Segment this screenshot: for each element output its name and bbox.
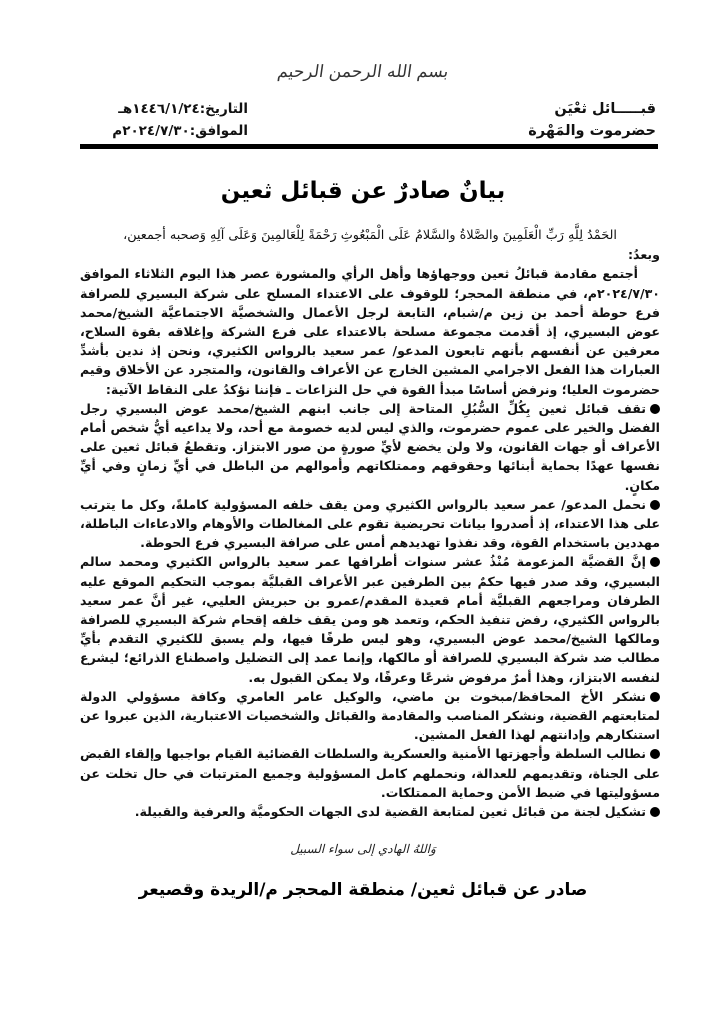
bullet-icon: [650, 500, 660, 510]
bullet-icon: [650, 404, 660, 414]
point-text: تقف قبائل ثعين بِكُلِّ السُّبُلِ المتاحة إلى جانب ابنهم الشيخ/محمد عوض البسيري رجل الفضل والخير على عموم حضرموت، والذي ليس لديه خصومة مع أحد، ولا يداعيه أيُّ شخص أمام الأعراف أو جهات القانون، ولا ولن يخضع لأيِّ صورةٍ من صور الابتزاز. وتقطعُ قبائل ثعين على نفسها عهدًا بحماية أبنائها وحقوقهم وممتلكاتهم وأموالهم من الباطل في أيِّ زمانٍ وفي أيِّ مكانٍ.: [80, 400, 660, 493]
point-text: تشكيل لجنة من قبائل ثعين لمتابعة القضية لدى الجهات الحكوميَّة والعرفية والقبيلة.: [134, 804, 646, 820]
issuer-signature-line: صادر عن قبائل ثعين/ منطقة المحجر م/الريدة وقصيعر: [138, 880, 588, 900]
date-gregorian: [88, 120, 248, 142]
statement-body: [80, 226, 660, 821]
point-item: [80, 495, 660, 553]
praise-line: الحَمْدُ لِلَّهِ رَبِّ الْعَلَمِينَ والصَّلاةُ والسَّلامُ عَلَى الْمَبْعُوثِ رَحْمَةً لِلْعَالمِينَ وَعَلَى آلِهِ وَصحبه أجمعين،: [123, 228, 617, 243]
intro-paragraph: أجتمع مقادمة قبائلُ ثعين ووجهاؤها وأهل الرأي والمشورة عصر هذا اليوم الثلاثاء الموافق ٢٠٢٤/٧/٣٠م، في منطقة المحجر؛ للوقوف على الاعتداء المسلح على شركة البسيري للصرافة فرع حوطة أحمد بن زين م/شبام، التابعة لرجل الأعمال والشخصيَّة الاجتماعيَّة الشيخ/محمد عوض البسيري، إذ أقدمت مجموعة مسلحة بالاعتداء على فرع الشركة وإغلاقه بقوة السلاح، معرفين عن أنفسهم بأنهم تابعون المدعو/ عمر سعيد بالرواس الكثيري، ونحن إذ ندين بأشدِّ العبارات هذا الفعل الاجرامي المشين الخارج عن الأعراف والقانون، والمتجرد عن الأخلاق وقيم حضرموت العليا؛ ونرفض أساسًا مبدأ القوة في حل النزاعات ـ فإننا نؤكدُ على النقاط الآتية:: [80, 266, 660, 397]
wabaad-line: وبعدُ:: [628, 247, 660, 263]
point-item: [80, 687, 660, 745]
bullet-icon: [650, 692, 660, 702]
date-hijri-label: التاريخ:: [199, 101, 248, 117]
letterhead-dates: [88, 98, 248, 142]
bullet-icon: [650, 807, 660, 817]
org-name: قبـــــائل ثعْيَن: [554, 101, 656, 117]
org-region: حضرموت والمَهْرة: [528, 123, 656, 139]
basmala-calligraphy: بسم الله الرحمن الرحيم: [276, 62, 450, 82]
date-hijri: [88, 98, 248, 120]
closing-calligraphy: وَاللهُ الهادي إلى سواء السبيل: [290, 842, 436, 856]
point-item: [80, 399, 660, 495]
point-text: نحمل المدعو/ عمر سعيد بالرواس الكثيري ومن يقف خلفه المسؤولية كاملةً، وكل ما يترتب على هذا الاعتداء، إذ أصدروا بيانات تحريضية تقوم على المغالطات والأوهام والادعاءات الباطلة، مهددين باستخدام القوة، وقد نفذوا تهديدهم أمس على صرافة البسيري فرع الحوطة.: [80, 496, 660, 551]
point-item: [80, 552, 660, 686]
bullet-icon: [650, 557, 660, 567]
statement-title: بيانٌ صادرٌ عن قبائل ثعين: [220, 178, 506, 204]
point-text: نطالب السلطة وأجهزتها الأمنية والعسكرية والسلطات القضائية القيام بواجبها وإلقاء القبض على الجناة، وتقديمهم للعدالة، ونحملهم كامل المسؤولية وجميع المترتبات في حال تخلت عن مسؤوليتها في ضبط الأمن وحماية الممتلكات.: [80, 746, 660, 800]
bullet-icon: [650, 749, 660, 759]
date-gregorian-label: الموافق:: [189, 123, 248, 139]
point-text: نشكر الأخ المحافظ/مبخوت بن ماضي، والوكيل عامر العامري وكافة مسؤولي الدولة لمتابعتهم القضية، ونشكر المناصب والمقادمة والقبائل والشخصيات الاعتبارية، الذين عبروا عن استنكارهم وإدانتهم لهذا الفعل المشين.: [80, 688, 660, 743]
point-text: إنَّ القضيَّة المزعومة مُنْذُ عشر سنوات أطرافها عمر سعيد بالرواس الكثيري ومحمد سالم البسيري، وقد صدر فيها حكمٌ بين الطرفين عبر الأعراف القبليَّة بموجب التحكيم الموقع عليه الطرفان ومراجعهم القبليَّة أمام قعيدة المقدم/عمرو بن حبريش العليي، غير أنَّ عمر سعيد بالرواس الكثيري، رفض تنفيذ الحكم، وتعمد هو ومن يقف خلفه إقحام شركة البسيري للصرافة ومالكها الشيخ/محمد عوض البسيري، وهو ليس طرفًا فيها، ولم يسبق للكثيري التقدم بأيِّ مطالب ضد شركة البسيري للصرافة أو مالكها، وإنما عمد إلى التضليل واصطناع الذرائع؛ ليشرع لنفسه الابتزاز، وهذا أمرٌ مرفوض شرعًا وعرفًا، ولا يمكن القبول به.: [80, 554, 660, 685]
date-gregorian-value: ٢٠٢٤/٧/٣٠م: [112, 123, 190, 139]
letterhead-org: [528, 98, 656, 142]
header-divider: [80, 144, 658, 149]
point-item: [80, 802, 660, 821]
date-hijri-value: ١٤٤٦/١/٢٤هـ: [118, 101, 200, 117]
point-item: [80, 744, 660, 802]
